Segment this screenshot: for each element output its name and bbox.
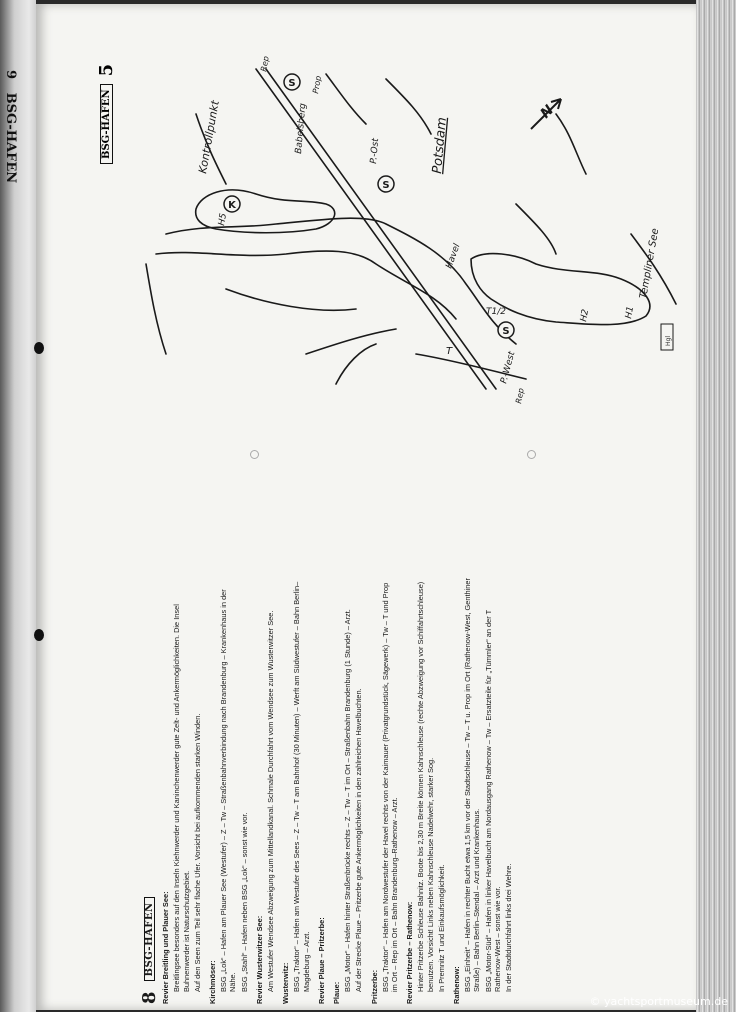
paragraph: BSG „Traktor“ – Hafen am Nordwestufer der Havel rechts von der Kaimauer (Privatgrundstück, Sägewerk) – Tw – T und Prop im Ort – Rep im Ort – Bahn Brandenburg–Rathenow – Arzt. (380, 582, 400, 992)
s-label: S (288, 78, 296, 89)
spine-header (3, 70, 18, 183)
map-page-number: 5 (96, 63, 117, 77)
scanned-page (36, 4, 696, 1010)
section-heading: Pritzerbe: (369, 969, 379, 1004)
section-heading: Revier Pritzerbe – Rathenow: (405, 901, 415, 1004)
label-t: T (446, 346, 453, 357)
paragraph: In der Stadtdurchfahrt links drei Wehre. (504, 863, 514, 992)
page-fore-edge (696, 0, 736, 1012)
north-arrow-label: N (537, 102, 558, 122)
text-page-badge: BSG-HAFEN (144, 897, 155, 981)
watermark: © yachtsportmuseum.de (589, 995, 728, 1008)
label-potsdam: Potsdam (430, 116, 450, 175)
section-heading: Plaue: (332, 981, 342, 1004)
spine-pagenum: 9 (3, 70, 18, 80)
punch-mark (527, 450, 536, 459)
road (326, 74, 366, 124)
paragraph: BSG „Stahl“ – Hafen neben BSG „Lok“ – sonst wie vor. (239, 812, 249, 992)
road-sign-label: Hgl (665, 336, 672, 346)
road (556, 114, 586, 174)
binding-hole (34, 629, 44, 641)
road (336, 344, 376, 384)
paragraph: BSG „Motor“ – Hafen hinter Straßenbrücke rechts – Z – Tw – T im Ort – Straßenbahn Brandenburg (1 Stunde) – Arzt. (343, 609, 353, 992)
section-heading: Revier Wusterwitzer See: (254, 915, 264, 1004)
text-page (139, 574, 736, 1004)
label-h1: H1 (624, 305, 637, 320)
road (306, 329, 396, 354)
road (226, 289, 356, 310)
label-templiner-see: Templiner See (638, 227, 662, 300)
map-page-badge: BSG-HAFEN (100, 84, 113, 164)
paragraph: Hinter Pritzerbe Schleuse Bahnitz. Boote bis 2,30 m Breite können Kahnschleuse (rechte Abzweigung vor Schiffahrtschleuse) benutzen. Vorsicht! Links neben Kahnschleuse Nadelwehr, starker Sog. (416, 581, 435, 992)
label-h5: H5 (217, 212, 230, 227)
label-rep-top: Rep (259, 55, 271, 73)
binding-hole (34, 342, 44, 354)
label-kontrollpunkt: Kontrollpunkt (196, 99, 222, 175)
road (146, 264, 166, 354)
label-p-west: P.-West (499, 350, 518, 385)
label-havel: Havel (444, 242, 463, 271)
havel-river (166, 218, 516, 344)
paragraph: Am Westufer Wendsee Abzweigung zum Mittellandkanal. Schmale Durchfahrt vom Wendsee zum Wusterwitzer See. (266, 610, 276, 992)
spine-header-text: BSG-HAFEN (3, 92, 18, 184)
upper-lake (196, 190, 335, 233)
section-heading: Wusterwitz: (281, 962, 291, 1004)
road (516, 204, 556, 254)
section-heading: Rathenow: (452, 966, 462, 1004)
text-page-header (139, 574, 160, 1004)
paragraph: BSG „Motor-Süd“ – Hafen in linker Havelbucht am Nordausgang Rathenow – Tw – Ersatzteile für „Tümmler“ an der T Rathenow-West – sonst wie vor. (483, 609, 502, 992)
paragraph: In Premnitz T und Einkaufsmöglichkeit. (436, 864, 446, 992)
s-label: S (382, 180, 390, 191)
potsdam-map (86, 54, 696, 434)
railway-line (256, 69, 486, 389)
label-babelsberg: Babelsberg (294, 102, 309, 155)
section-heading: Kirchmöser: (208, 960, 218, 1004)
paragraph: Auf der Strecke Plaue – Pritzerbe gute Ankermöglichkeiten in den zahlreichen Havelbuchten. (354, 688, 364, 992)
punch-mark (250, 450, 259, 459)
text-page-number: 8 (139, 991, 160, 1004)
label-p-ost: P.-Ost (369, 137, 382, 165)
label-prop-top: Prop (311, 74, 324, 95)
road (386, 79, 431, 134)
section-heading: Revier Breitling und Plauer See: (161, 891, 171, 1004)
paragraph: BSG „Einheit“ – Hafen in rechter Bucht etwa 1,5 km vor der Stadtschleuse – Tw – T u. Prop im Ort (Rathenow-West, Genthiner Straße) – Bahn Berlin–Stendal – Arzt und Krankenhaus. (463, 578, 482, 992)
paragraph: BSG „Lok“ – Hafen am Plauer See (Westufer) – Z – Tw – Straßenbahnverbindung nach Brandenburg – Krankenhaus in der Nähe. (219, 589, 238, 992)
k-label: K (228, 200, 236, 211)
section-heading: Revier Plaue – Pritzerbe: (316, 917, 326, 1004)
label-t-top: T1/2 (486, 307, 506, 317)
label-h2: H2 (579, 308, 592, 323)
s-label: S (502, 326, 510, 337)
paragraph: Breitlingsee besonders auf den Inseln Kiehnwerder und Kaninchenwerder gute Zelt- und Ankermöglichkeiten. Die Insel Buhnenwerder ist Naturschutzgebiet. (172, 604, 191, 992)
paragraph: BSG „Traktor“ – Hafen am Westufer des Sees – Z – Tw – T am Bahnhof (30 Minuten) – Werft am Südwestufer – Bahn Berlin–Magdeburg – Arzt. (292, 581, 311, 992)
label-rep-bottom: Rep (514, 387, 526, 405)
paragraph: Auf den Seen zum Teil sehr flache Ufer. Vorsicht bei aufkommenden starken Winden. (192, 713, 202, 992)
book-spine-left (0, 0, 36, 1012)
